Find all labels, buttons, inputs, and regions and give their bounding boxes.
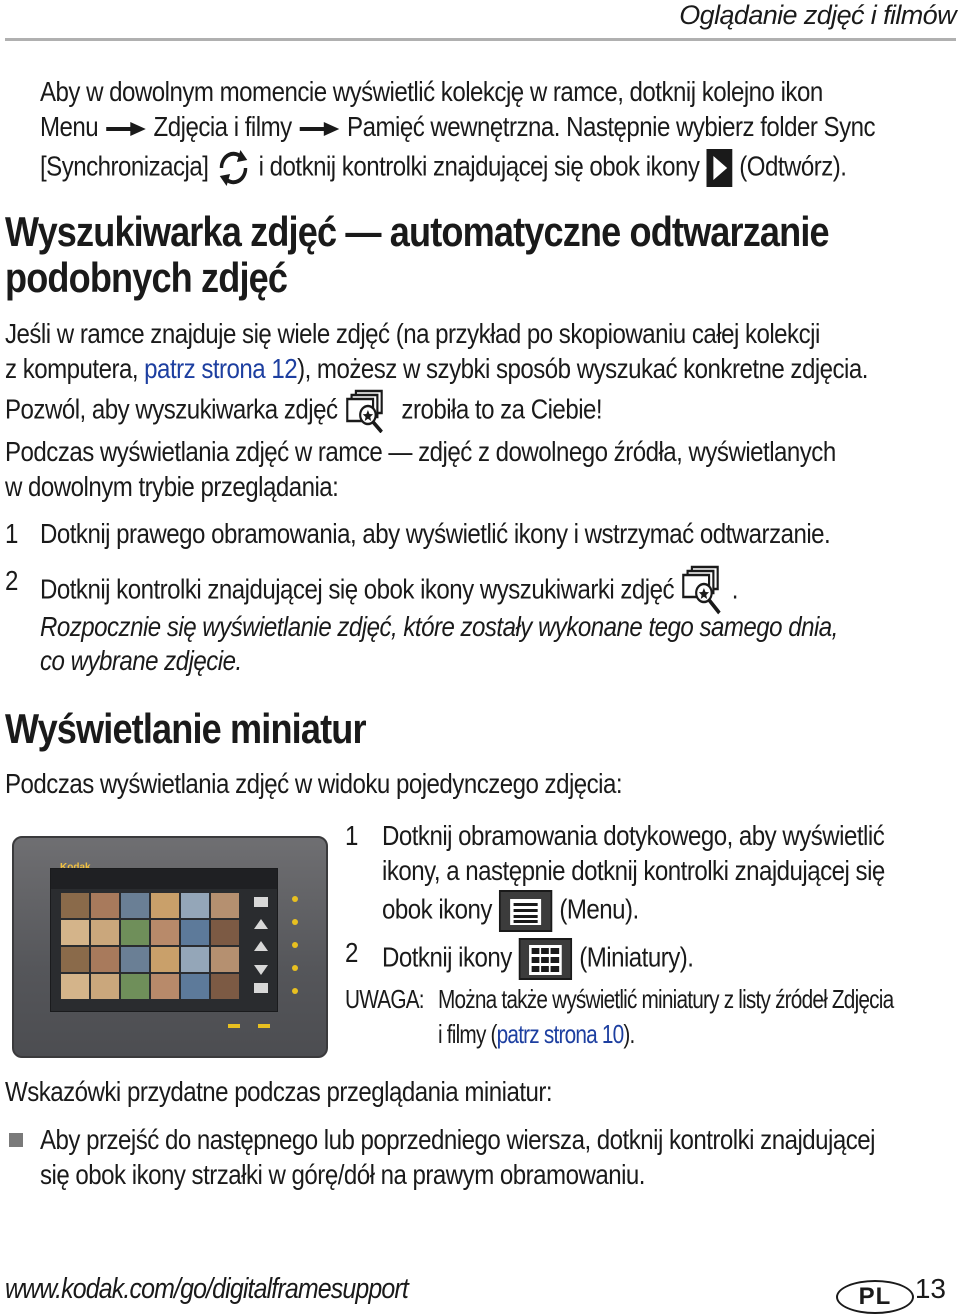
thumbnail-photo bbox=[61, 893, 89, 918]
thumb-step-1-line-1: Dotknij obramowania dotykowego, aby wyświetlić bbox=[382, 820, 885, 851]
note-text: ). bbox=[623, 1019, 635, 1049]
frame-nav-icons bbox=[251, 893, 271, 1003]
paragraph-1-line-3 bbox=[5, 389, 602, 433]
thumbnail-photo bbox=[181, 920, 209, 945]
frame-screen bbox=[50, 868, 278, 1012]
step-2-text bbox=[40, 565, 738, 617]
photo-finder-icon bbox=[680, 565, 732, 617]
step-number: 2 bbox=[345, 937, 359, 968]
screen-toolbar bbox=[51, 869, 277, 889]
page-number: 13 bbox=[914, 1273, 946, 1304]
section-title-line-2: podobnych zdjęć bbox=[5, 254, 288, 301]
frame-led bbox=[292, 988, 298, 994]
intro-line-3 bbox=[40, 146, 846, 190]
thumbnail-photo bbox=[91, 947, 119, 972]
thumbnail-photo bbox=[121, 974, 149, 999]
thumb-step-2-text: Dotknij ikony bbox=[382, 941, 512, 973]
arrow-right-icon bbox=[104, 119, 147, 139]
note-line-2 bbox=[438, 1019, 635, 1050]
paragraph-1-line-1: Jeśli w ramce znajduje się wiele zdjęć (na przykład po skopiowaniu całej kolekcji bbox=[5, 318, 820, 349]
thumb-step-1-text: obok ikony bbox=[382, 893, 492, 925]
tip-1-line-2: się obok ikony strzałki w górę/dół na prawym obramowaniu. bbox=[40, 1159, 645, 1190]
section-title-thumbnails: Wyświetlanie miniatur bbox=[5, 705, 366, 752]
photo-finder-icon bbox=[344, 389, 396, 433]
support-url[interactable]: www.kodak.com/go/digitalframesupport bbox=[5, 1273, 408, 1305]
thumbnail-photo bbox=[211, 947, 239, 972]
thumbnail-photo bbox=[61, 920, 89, 945]
thumbnail-photo bbox=[91, 974, 119, 999]
thumbnail-photo bbox=[181, 893, 209, 918]
menu-icon bbox=[498, 889, 553, 933]
language-badge: PL bbox=[836, 1280, 914, 1314]
paragraph-1-line-2 bbox=[5, 353, 868, 385]
thumbnails-icon bbox=[518, 937, 573, 981]
thumbnail-photo bbox=[211, 893, 239, 918]
frame-bottom-led bbox=[228, 1024, 240, 1028]
thumb-step-1-line-2: ikony, a następnie dotknij kontrolki znajdującej się bbox=[382, 855, 885, 886]
frame-led bbox=[292, 919, 298, 925]
frame-led bbox=[292, 942, 298, 948]
thumbnail-grid bbox=[61, 893, 243, 1003]
note-text: i filmy ( bbox=[438, 1019, 497, 1049]
thumbnail-photo bbox=[211, 920, 239, 945]
section-title-line-1: Wyszukiwarka zdjęć — automatyczne odtwarzanie bbox=[5, 208, 829, 255]
thumb-step-2 bbox=[382, 937, 693, 981]
tip-1-line-1: Aby przejść do następnego lub poprzedniego wiersza, dotknij kontrolki znajdującej bbox=[40, 1124, 875, 1155]
thumbnails-intro: Podczas wyświetlania zdjęć w widoku pojedynczego zdjęcia: bbox=[5, 768, 623, 799]
step-2-suffix: . bbox=[731, 573, 738, 605]
section-title-photo-finder bbox=[5, 209, 829, 301]
bullet-icon bbox=[9, 1133, 23, 1147]
thumbnail-photo bbox=[151, 920, 179, 945]
running-header: Oglądanie zdjęć i filmów bbox=[679, 0, 956, 30]
intro-line-2 bbox=[40, 111, 875, 143]
step-2-label: Dotknij kontrolki znajdującej się obok ikony wyszukiwarki zdjęć bbox=[40, 573, 674, 605]
intro-line-1: Aby w dowolnym momencie wyświetlić kolekcję w ramce, dotknij kolejno ikon bbox=[40, 76, 823, 107]
note-line-1: Można także wyświetlić miniatury z listy źródeł Zdjęcia bbox=[438, 984, 894, 1014]
arrow-right-icon bbox=[298, 119, 341, 139]
thumb-step-1-line-3 bbox=[382, 889, 639, 933]
p1-text: z komputera, bbox=[5, 353, 139, 384]
frame-side-icons bbox=[251, 893, 271, 1003]
play-icon bbox=[706, 148, 734, 188]
thumbnail-photo bbox=[151, 893, 179, 918]
result-line-1: Rozpocznie się wyświetlanie zdjęć, które zostały wykonane tego samego dnia, bbox=[40, 611, 838, 642]
frame-led bbox=[292, 896, 298, 902]
sync-icon bbox=[215, 146, 253, 190]
frame-bottom-led bbox=[258, 1024, 270, 1028]
internal-memory-label: Pamięć wewnętrzna. Następnie wybierz folder Sync bbox=[347, 111, 876, 142]
thumbnail-photo bbox=[181, 974, 209, 999]
photos-videos-label: Zdjęcia i filmy bbox=[153, 111, 292, 142]
thumbnail-photo bbox=[121, 893, 149, 918]
menu-label: (Menu). bbox=[559, 893, 639, 925]
result-line-2: co wybrane zdjęcie. bbox=[40, 645, 242, 676]
page-12-link[interactable]: patrz strona 12 bbox=[144, 353, 298, 384]
thumbnail-photo bbox=[181, 947, 209, 972]
page-10-link[interactable]: patrz strona 10 bbox=[496, 1019, 624, 1049]
thumbnail-photo bbox=[91, 893, 119, 918]
menu-label: Menu bbox=[40, 111, 99, 142]
thumbnails-label: (Miniatury). bbox=[579, 941, 694, 973]
header-rule bbox=[5, 38, 956, 41]
paragraph-2-line-1: Podczas wyświetlania zdjęć w ramce — zdjęć z dowolnego źródła, wyświetlanych bbox=[5, 436, 836, 467]
frame-led bbox=[292, 965, 298, 971]
thumbnail-photo bbox=[121, 947, 149, 972]
step-number: 2 bbox=[5, 565, 19, 596]
thumbnail-photo bbox=[121, 920, 149, 945]
thumbnail-photo bbox=[151, 974, 179, 999]
thumbnail-photo bbox=[91, 920, 119, 945]
step-number: 1 bbox=[345, 820, 359, 851]
thumbnail-photo bbox=[151, 947, 179, 972]
note-label: UWAGA: bbox=[345, 984, 424, 1014]
tips-heading: Wskazówki przydatne podczas przeglądania miniatur: bbox=[5, 1076, 553, 1107]
p1-text: Pozwól, aby wyszukiwarka zdjęć bbox=[5, 393, 338, 425]
thumbnail-photo bbox=[61, 974, 89, 999]
play-label: (Odtwórz). bbox=[739, 150, 847, 182]
paragraph-2-line-2: w dowolnym trybie przeglądania: bbox=[5, 471, 339, 502]
thumbnail-photo bbox=[61, 947, 89, 972]
step-1-text: Dotknij prawego obramowania, aby wyświetlić ikony i wstrzymać odtwarzanie. bbox=[40, 518, 831, 549]
sync-folder-label: [Synchronizacja] bbox=[40, 150, 209, 182]
step-number: 1 bbox=[5, 518, 19, 549]
p1-text: ), możesz w szybki sposób wyszukać konkretne zdjęcia. bbox=[297, 353, 868, 384]
p1-text: zrobiła to za Ciebie! bbox=[401, 393, 603, 425]
intro-text: i dotknij kontrolki znajdującej się obok ikony bbox=[258, 150, 700, 182]
thumbnail-photo bbox=[211, 974, 239, 999]
